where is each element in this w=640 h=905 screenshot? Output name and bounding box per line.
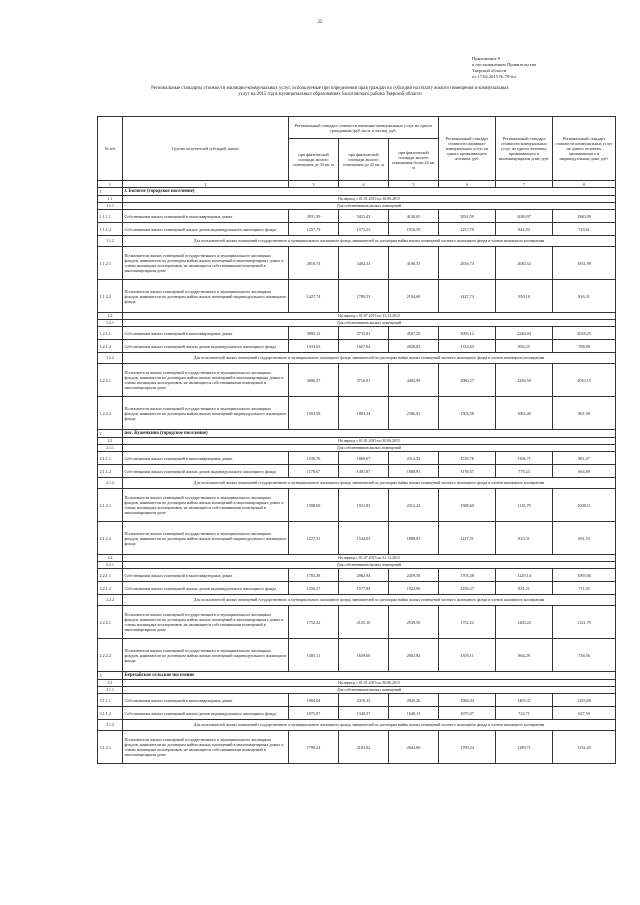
value-cell: 1799,24 [439,731,496,764]
row-number: 3 [98,672,123,680]
row-number: 3.1.1.1 [98,694,123,707]
table-row [98,452,616,465]
title-line: Региональные стандарты стоимости жилищно-коммунальных услуг, используемые при определении прав граждан на субсидии на оплату жилого помещения и коммунальных [151,86,509,91]
column-number: 3 [289,181,339,188]
row-number: 2.1 [98,438,123,445]
row-number: 2.2.1 [98,562,123,569]
table-row [98,687,616,694]
group-name: Собственники жилых помещений жилых домов индивидуального жилищного фонда [123,340,289,353]
value-cell: 2945,26 [389,694,439,707]
row-number: 1.2.1.2 [98,340,123,353]
table-row [98,236,616,247]
value-cell: 2419,32 [339,694,389,707]
row-number: 1.1.2.1 [98,247,123,280]
value-cell: 1931,83 [339,489,389,522]
value-cell: 1135,79 [496,489,553,522]
value-cell: 1178,67 [289,465,339,478]
row-number: 3.1.2.1 [98,731,123,764]
value-cell: 3095,12 [289,327,339,340]
column-number: 4 [339,181,389,188]
settlement-name: пос. Куженкино (городское поселение) [123,430,616,438]
value-cell: 1427,74 [289,280,339,313]
row-number: 1.2.2.1 [98,364,123,397]
value-cell: 2831,59 [439,210,496,223]
value-cell: 2183,92 [339,731,389,764]
group-name: Собственники жилых помещений жилых домов индивидуального жилищного фонда [123,465,289,478]
value-cell: 2049,97 [496,210,553,223]
title-line: услуг на 2015 год в муниципальных образованиях Бологовского района Тверской области [238,92,422,98]
row-number: 3.1 [98,680,123,687]
value-cell: 2028,82 [389,340,439,353]
value-cell: 1831,99 [553,247,616,280]
group-name: Собственники жилых помещений в многоквартирных домах [123,569,289,582]
row-number: 2.2.2 [98,595,123,606]
header-per-person: Региональный стандарт стоимости жилищно-коммунальных услуг на одного гражданина (руб./кв.м. в месяц), руб. [289,117,439,139]
row-number: 3.1.2 [98,720,123,731]
group-name: Собственники жилых помещений в многоквартирных домах [123,452,289,465]
row-number: 1.1.1.2 [98,223,123,236]
value-cell: 1333,63 [439,340,496,353]
row-number: 1.2.1 [98,320,123,327]
row-number: 1.2.2.2 [98,397,123,430]
column-number: 8 [553,181,616,188]
period-heading: На период с 01.07.2015 по 31.12.2015 [123,313,616,320]
value-cell: 2539,50 [389,606,439,639]
group-name: Пользователи жилых помещений государственного и муниципального жилищных фондов, наниматели по договорам найма жилых помещений в многоквартирных домах и члены жилищных кооперативов, не являющиеся собственниками помещений в многоквартирном доме [123,731,289,764]
row-number: 1.1.1.1 [98,210,123,223]
table-row [98,522,616,555]
value-cell: 4507,29 [389,327,439,340]
value-cell: 711,92 [553,582,616,595]
value-cell: 2002,82 [389,639,439,672]
value-cell: 1075,07 [439,707,496,720]
standards-table [97,116,616,764]
table-row [98,247,616,280]
document-title [110,86,550,99]
appendix-line: Тверской области [472,68,507,73]
header-col6: Региональный стандарт стоимости жилищно-коммунальных услуг на одного проживающего человека, руб. [439,117,496,181]
table-row [98,203,616,210]
value-cell: 1667,04 [339,340,389,353]
value-cell: 1002,40 [496,397,553,430]
row-number: 2.1.1.1 [98,452,123,465]
value-cell: 2062,94 [339,569,389,582]
value-cell: 3735,81 [339,327,389,340]
group-name: Собственники жилых помещений в многоквартирных домах [123,694,289,707]
value-cell: 1256,27 [439,582,496,595]
value-cell: 2459,58 [389,569,439,582]
value-cell: 723,61 [553,223,616,236]
appendix-line: от 17.02.2015 № 79-пп [472,74,516,79]
value-cell: 2246,04 [496,327,553,340]
table-row [98,694,616,707]
value-cell: 1573,23 [339,223,389,236]
group-name: Собственники жилых помещений жилых домов индивидуального жилищного фонда [123,582,289,595]
value-cell: 2018,25 [553,327,616,340]
table-row [98,223,616,236]
value-cell: 1253,00 [553,694,616,707]
appendix-line: к постановлению Правительства [472,62,536,67]
value-cell: 1984,04 [439,694,496,707]
value-cell: 864,29 [496,639,553,672]
column-number: 7 [496,181,553,188]
value-cell: 3716,91 [339,364,389,397]
value-cell: 2125,10 [339,606,389,639]
row-number: 1.1 [98,196,123,203]
value-cell: 4130,65 [389,210,439,223]
header-sub2: при фактической площади жилого помещения до 42 кв. м [339,139,389,181]
table-row [98,672,616,680]
value-cell: 1104,71 [496,452,553,465]
value-cell: 831,21 [496,582,553,595]
table-row [98,478,616,489]
table-row [98,438,616,445]
period-heading: На период с 01.01.2015 по 30.06.2015 [123,196,616,203]
table-row [98,680,616,687]
value-cell: 894,25 [496,340,553,353]
row-number: 1.2.1.1 [98,327,123,340]
value-cell: 1289,71 [496,731,553,764]
table-body [98,188,616,764]
value-cell: 4106,35 [389,247,439,280]
row-number: 3.1.1 [98,687,123,694]
value-cell: 1539,76 [289,452,339,465]
value-cell: 1577,94 [339,582,389,595]
value-cell: 950,18 [496,280,553,313]
table-row [98,327,616,340]
value-cell: 1588,60 [439,489,496,522]
value-cell: 1916,59 [389,223,439,236]
row-number: 2.2.1.1 [98,569,123,582]
appendix-note [472,56,622,80]
table-row [98,639,616,672]
value-cell: 1305,11 [289,639,339,672]
value-cell: 810,31 [496,522,553,555]
group-name: Собственники жилых помещений жилых домов индивидуального жилищного фонда [123,223,289,236]
value-cell: 738,56 [553,639,616,672]
value-cell: 2816,74 [289,247,339,280]
group-name: Пользователи жилых помещений государственного и муниципального жилищных фондов, наниматели по договорам найма жилых помещений в многоквартирных домах и члены жилищных кооперативов, не являющиеся собственниками помещений в многоквартирном доме [123,247,289,280]
row-number: 1 [98,188,123,196]
column-number: 1 [98,181,123,188]
value-cell: 1481,87 [339,465,389,478]
value-cell: 3080,27 [439,364,496,397]
table-row [98,280,616,313]
group-name: Собственники жилых помещений в многоквартирных домах [123,210,289,223]
period-heading: На период с 01.01.2015 по 30.06.2015 [123,680,616,687]
group-name: Пользователи жилых помещений государственного и муниципального жилищных фондов, наниматели по договорам найма жилых помещений индивидуального жилищного фонда [123,397,289,430]
value-cell: 1503,58 [289,397,339,430]
value-cell: 2010,15 [553,364,616,397]
row-number: 2.1.1.2 [98,465,123,478]
row-number: 2.2.2.2 [98,639,123,672]
group-name: Собственники жилых помещений в многоквартирных домах [123,327,289,340]
value-cell: 1752,22 [289,606,339,639]
appendix-line: Приложение 9 [472,56,501,61]
value-cell: 1257,79 [439,223,496,236]
group-heading: Для собственников жилых помещений [123,562,616,569]
period-heading: На период с 01.07.2015 по 31.12.2015 [123,555,616,562]
value-cell: 2642,86 [389,731,439,764]
header-sub3: при фактической площади жилого помещения более 42 кв. м [389,139,439,181]
value-cell: 1121,70 [553,606,616,639]
group-heading: Для пользователей жилых помещений государственного и муниципального жилищного фонда, нанимателей по договорам найма жилых помещений частного жилищного фонда и членов жилищного кооператива [123,353,616,364]
value-cell: 1152,20 [553,731,616,764]
value-cell: 691,53 [553,522,616,555]
value-cell: 1260,22 [496,606,553,639]
value-cell: 1922,90 [389,582,439,595]
table-row [98,731,616,764]
table-row [98,364,616,397]
group-name: Пользователи жилых помещений государственного и муниципального жилищных фондов, наниматели по договорам найма жилых помещений индивидуального жилищного фонда [123,522,289,555]
value-cell: 1403,31 [496,694,553,707]
value-cell: 842,03 [496,223,553,236]
table-row [98,489,616,522]
table-row [98,445,616,452]
table-row [98,430,616,438]
value-cell: 1808,91 [389,465,439,478]
table-row [98,353,616,364]
value-cell: 1752,22 [439,606,496,639]
row-number: 2.1.2.2 [98,522,123,555]
value-cell: 1257,79 [289,223,339,236]
value-cell: 1227,51 [439,522,496,555]
group-heading: Для собственников жилых помещений [123,203,616,210]
value-cell: 1256,27 [289,582,339,595]
group-name: Собственники жилых помещений жилых домов индивидуального жилищного фонда [123,707,289,720]
settlement-name: г. Бологое (городское поселение) [123,188,616,196]
value-cell: 1639,60 [339,639,389,672]
row-number: 2.2 [98,555,123,562]
value-cell: 981,47 [553,452,616,465]
column-number: 5 [389,181,439,188]
group-name: Пользователи жилых помещений государственного и муниципального жилищных фондов, наниматели по договорам найма жилых помещений в многоквартирных домах и члены жилищных кооперативов, не являющиеся собственниками помещений в многоквартирном доме [123,489,289,522]
value-cell: 779,23 [496,465,553,478]
group-name: Пользователи жилых помещений государственного и муниципального жилищных фондов, наниматели по договорам найма жилых помещений индивидуального жилищного фонда [123,639,289,672]
value-cell: 1227,51 [289,522,339,555]
value-cell: 768,88 [553,340,616,353]
table-row [98,465,616,478]
row-number: 1.1.2 [98,236,123,247]
value-cell: 627,50 [553,707,616,720]
table-row [98,555,616,562]
row-number: 2.2.1.2 [98,582,123,595]
header-col7: Региональный стандарт стоимости коммунальных услуг на одного человека, проживающего в многоквартирном доме, руб. [496,117,553,181]
table-row [98,320,616,327]
value-cell: 1789,53 [339,280,389,313]
group-heading: Для собственников жилых помещений [123,687,616,694]
table-row [98,188,616,196]
value-cell: 2194,69 [389,280,439,313]
value-cell: 1883,34 [339,397,389,430]
header-group: Группа получателей субсидий, жилье [123,117,289,181]
group-heading: Для пользователей жилых помещений государственного и муниципального жилищного фонда, нанимателей по договорам найма жилых помещений частного жилищного фонда и членов жилищного кооператива [123,236,616,247]
value-cell: 3421,43 [339,210,389,223]
value-cell: 2306,92 [389,397,439,430]
value-cell: 1640,13 [389,707,439,720]
group-heading: Для собственников жилых помещений [123,320,616,327]
row-number: 2.1.1 [98,445,123,452]
table-row [98,582,616,595]
value-cell: 1840,09 [553,210,616,223]
value-cell: 1008,11 [553,489,616,522]
value-cell: 1333,63 [289,340,339,353]
table-row [98,595,616,606]
row-number: 1.1.1 [98,203,123,210]
value-cell: 3095,12 [439,327,496,340]
table-row [98,720,616,731]
table-row [98,210,616,223]
value-cell: 2816,74 [439,247,496,280]
value-cell: 1340,37 [339,707,389,720]
group-heading: Для пользователей жилых помещений государственного и муниципального жилищного фонда, нанимателей по договорам найма жилых помещений частного жилищного фонда и членов жилищного кооператива [123,595,616,606]
value-cell: 1544,03 [339,522,389,555]
value-cell: 1869,67 [339,452,389,465]
row-number: 2 [98,430,123,438]
row-number: 1.1.2.2 [98,280,123,313]
table-row [98,397,616,430]
value-cell: 1703,38 [289,569,339,582]
value-cell: 2236,59 [496,364,553,397]
settlement-name: Березайское сельское поселение [123,672,616,680]
value-cell: 3402,53 [339,247,389,280]
header-num: № п/п [98,117,123,181]
row-number: 1.2.2 [98,353,123,364]
value-cell: 2312,24 [389,489,439,522]
value-cell: 2040,52 [496,247,553,280]
group-name: Пользователи жилых помещений государственного и муниципального жилищных фондов, наниматели по договорам найма жилых помещений индивидуального жилищного фонда [123,280,289,313]
value-cell: 816,31 [553,280,616,313]
table-row [98,313,616,320]
table-row [98,340,616,353]
row-number: 3.1.1.2 [98,707,123,720]
table-row [98,569,616,582]
table-row [98,606,616,639]
value-cell: 1305,11 [439,639,496,672]
value-cell: 1229,14 [496,569,553,582]
group-name: Пользователи жилых помещений государственного и муниципального жилищных фондов, наниматели по договорам найма жилых помещений в многоквартирных домах и члены жилищных кооперативов, не являющиеся собственниками помещений в многоквартирном доме [123,364,289,397]
row-number: 2.1.2.1 [98,489,123,522]
table-row [98,707,616,720]
value-cell: 1799,24 [289,731,339,764]
page-number: 25 [317,20,323,25]
value-cell: 1539,76 [439,452,496,465]
column-number: 2 [123,181,289,188]
group-heading: Для пользователей жилых помещений государственного и муниципального жилищного фонда, нанимателей по договорам найма жилых помещений частного жилищного фонда и членов жилищного кооператива [123,720,616,731]
group-heading: Для собственников жилых помещений [123,445,616,452]
group-heading: Для пользователей жилых помещений государственного и муниципального жилищного фонда, нанимателей по договорам найма жилых помещений частного жилищного фонда и членов жилищного кооператива [123,478,616,489]
column-number: 6 [439,181,496,188]
group-name: Пользователи жилых помещений государственного и муниципального жилищных фондов, наниматели по договорам найма жилых помещений в многоквартирных домах и члены жилищных кооперативов, не являющиеся собственниками помещений в многоквартирном доме [123,606,289,639]
value-cell: 1427,74 [439,280,496,313]
value-cell: 3080,27 [289,364,339,397]
value-cell: 724,71 [496,707,553,720]
header-sub1: при фактической площади жилого помещения до 33 кв. м [289,139,339,181]
table-header [98,117,616,188]
row-number: 2.1.2 [98,478,123,489]
value-cell: 664,89 [553,465,616,478]
value-cell: 1095,06 [553,569,616,582]
value-cell: 4482,99 [389,364,439,397]
value-cell: 1178,67 [439,465,496,478]
row-number: 2.2.2.1 [98,606,123,639]
value-cell: 2831,59 [289,210,339,223]
period-heading: На период с 01.01.2015 по 30.06.2015 [123,438,616,445]
value-cell: 1588,60 [289,489,339,522]
table-row [98,196,616,203]
value-cell: 861,58 [553,397,616,430]
value-cell: 1503,58 [439,397,496,430]
value-cell: 1075,07 [289,707,339,720]
header-col8: Региональный стандарт стоимости коммунальных услуг на одного человека, проживающего в индивидуальном доме, руб. [553,117,616,181]
value-cell: 2312,32 [389,452,439,465]
table-row [98,562,616,569]
value-cell: 1984,04 [289,694,339,707]
value-cell: 1703,38 [439,569,496,582]
row-number: 1.2 [98,313,123,320]
value-cell: 1888,83 [389,522,439,555]
